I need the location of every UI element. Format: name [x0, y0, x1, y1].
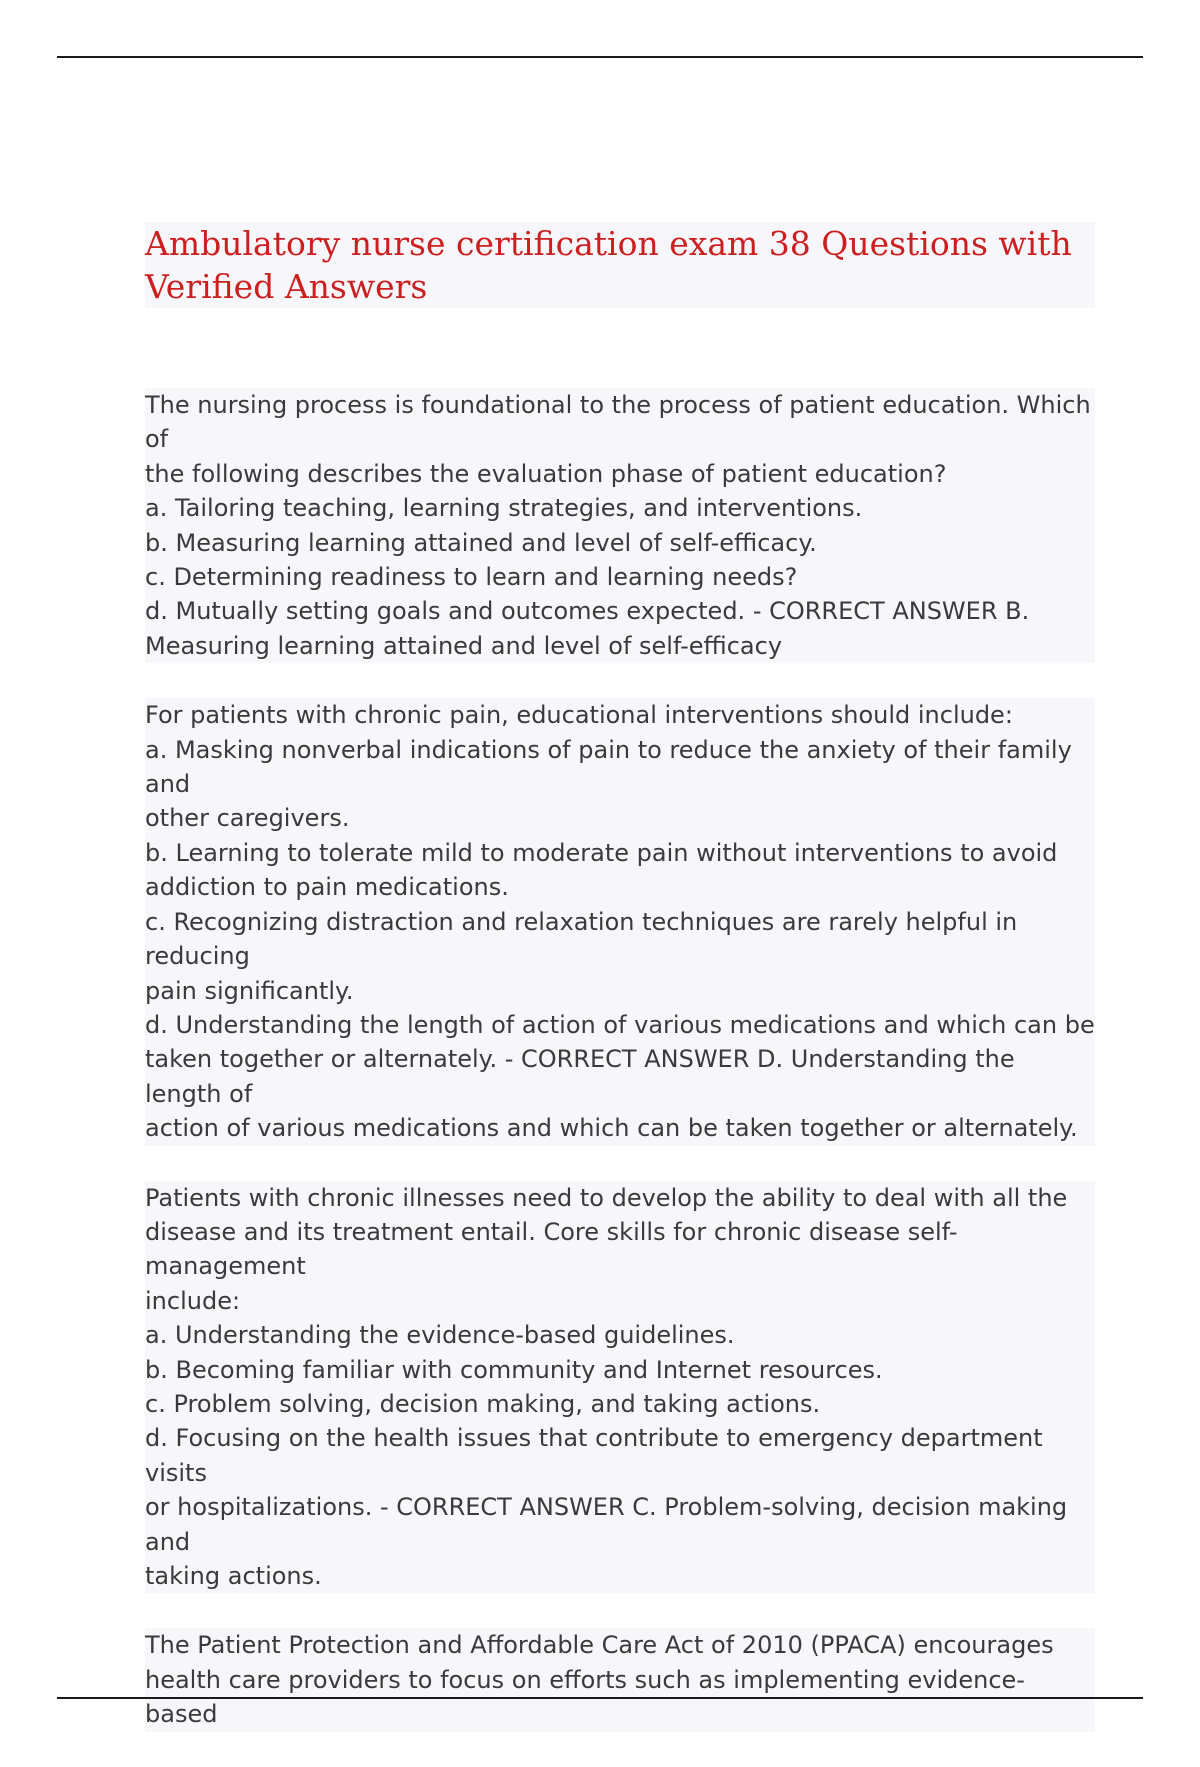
document-body — [145, 222, 1095, 1767]
question-line: The nursing process is foundational to the process of patient education. Which of — [145, 391, 1091, 454]
question-line: Patients with chronic illnesses need to develop the ability to deal with all the — [145, 1183, 1068, 1212]
document-title: Ambulatory nurse certification exam 38 Questions with Verified Answers — [145, 222, 1095, 308]
answer-line: or hospitalizations. - CORRECT ANSWER C. Problem-solving, decision making and — [145, 1493, 1068, 1556]
option-line: a. Masking nonverbal indications of pain to reduce the anxiety of their family and — [145, 735, 1072, 799]
option-line: d. Focusing on the health issues that contribute to emergency department visits — [145, 1424, 1043, 1487]
question-line: health care providers to focus on efforts such as implementing evidence-based — [145, 1665, 1025, 1729]
question-line: The Patient Protection and Affordable Care Act of 2010 (PPACA) encourages — [145, 1631, 1054, 1660]
question-line: For patients with chronic pain, educational interventions should include: — [145, 701, 1013, 730]
answer-line: action of various medications and which can be taken together or alternately. — [145, 1114, 1078, 1143]
option-line: other caregivers. — [145, 804, 350, 833]
option-line: b. Learning to tolerate mild to moderate pain without interventions to avoid — [145, 838, 1058, 867]
answer-line: taken together or alternately. - CORRECT ANSWER D. Understanding the length of — [145, 1045, 1015, 1108]
answer-line: Measuring learning attained and level of self-efficacy — [145, 631, 783, 660]
bottom-rule — [57, 1697, 1143, 1699]
question-block-3 — [145, 1181, 1095, 1594]
option-line: a. Understanding the evidence-based guidelines. — [145, 1321, 735, 1350]
option-line: d. Mutually setting goals and outcomes expected. - CORRECT ANSWER B. — [145, 597, 1030, 626]
question-line: disease and its treatment entail. Core skills for chronic disease self-management — [145, 1217, 958, 1281]
question-block-2 — [145, 698, 1095, 1145]
top-rule — [57, 56, 1143, 58]
question-line: the following describes the evaluation phase of patient education? — [145, 459, 947, 488]
option-line: c. Problem solving, decision making, and taking actions. — [145, 1389, 821, 1418]
question-line: include: — [145, 1286, 241, 1315]
option-line: d. Understanding the length of action of various medications and which can be — [145, 1010, 1095, 1039]
question-block-1 — [145, 388, 1095, 663]
option-line: b. Measuring learning attained and level of self-efficacy. — [145, 528, 817, 557]
option-line: c. Determining readiness to learn and learning needs? — [145, 563, 798, 592]
answer-line: taking actions. — [145, 1562, 322, 1590]
option-line: b. Becoming familiar with community and Internet resources. — [145, 1355, 883, 1384]
option-line: addiction to pain medications. — [145, 873, 509, 902]
question-block-4 — [145, 1628, 1095, 1731]
option-line: a. Tailoring teaching, learning strategies, and interventions. — [145, 494, 863, 523]
option-line: pain significantly. — [145, 976, 354, 1005]
option-line: c. Recognizing distraction and relaxation techniques are rarely helpful in reducing — [145, 907, 1018, 971]
